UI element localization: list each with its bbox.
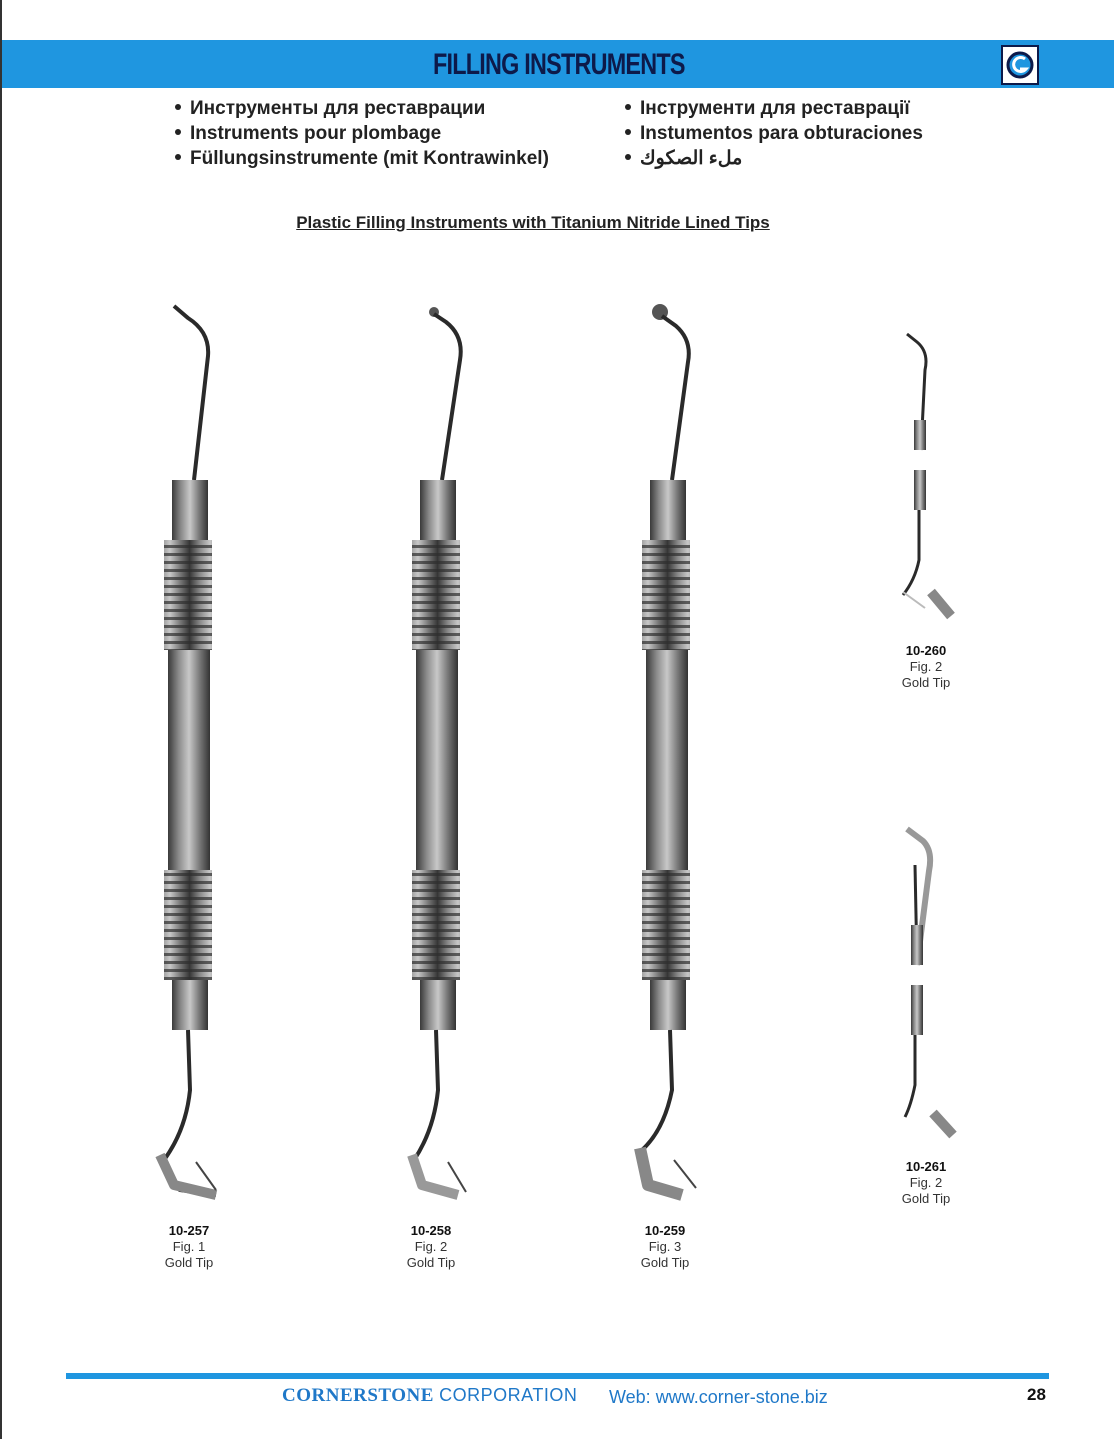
language-item: Instruments pour plombage: [175, 121, 549, 146]
language-item: Füllungsinstrumente (mit Kontrawinkel): [175, 146, 549, 171]
language-item: Инструменты для реставрации: [175, 96, 549, 121]
instrument-caption-10-261: 10-261 Fig. 2 Gold Tip: [901, 1159, 951, 1206]
page-title: FILLING INSTRUMENTS: [433, 48, 685, 81]
footer-website[interactable]: Web: www.corner-stone.biz: [609, 1387, 828, 1407]
footer-company: CORNERSTONE CORPORATION: [282, 1385, 578, 1406]
instrument-10-257-image: [150, 300, 230, 1205]
instrument-caption-10-260: 10-260 Fig. 2 Gold Tip: [901, 643, 951, 690]
footer-divider: [66, 1373, 1049, 1379]
instrument-10-258-image: [398, 300, 478, 1205]
section-subtitle: Plastic Filling Instruments with Titanium Nitride Lined Tips: [296, 213, 770, 232]
instrument-caption-10-259: 10-259 Fig. 3 Gold Tip: [640, 1223, 690, 1270]
language-item: Instumentos para obturaciones: [625, 121, 923, 146]
page-number: 28: [1027, 1385, 1046, 1404]
cornerstone-logo-icon: [1001, 45, 1039, 85]
instrument-10-261-image: [895, 825, 965, 1140]
instrument-10-259-image: [628, 300, 708, 1205]
instrument-10-260-image: [895, 330, 965, 625]
header-bar: [2, 40, 1114, 88]
language-item: Інструменти для реставрації: [625, 96, 923, 121]
language-list-right: [625, 96, 923, 171]
instrument-caption-10-258: 10-258 Fig. 2 Gold Tip: [406, 1223, 456, 1270]
language-item: ملء الصكوك: [625, 146, 923, 171]
language-list-left: [175, 96, 549, 171]
instrument-caption-10-257: 10-257 Fig. 1 Gold Tip: [164, 1223, 214, 1270]
